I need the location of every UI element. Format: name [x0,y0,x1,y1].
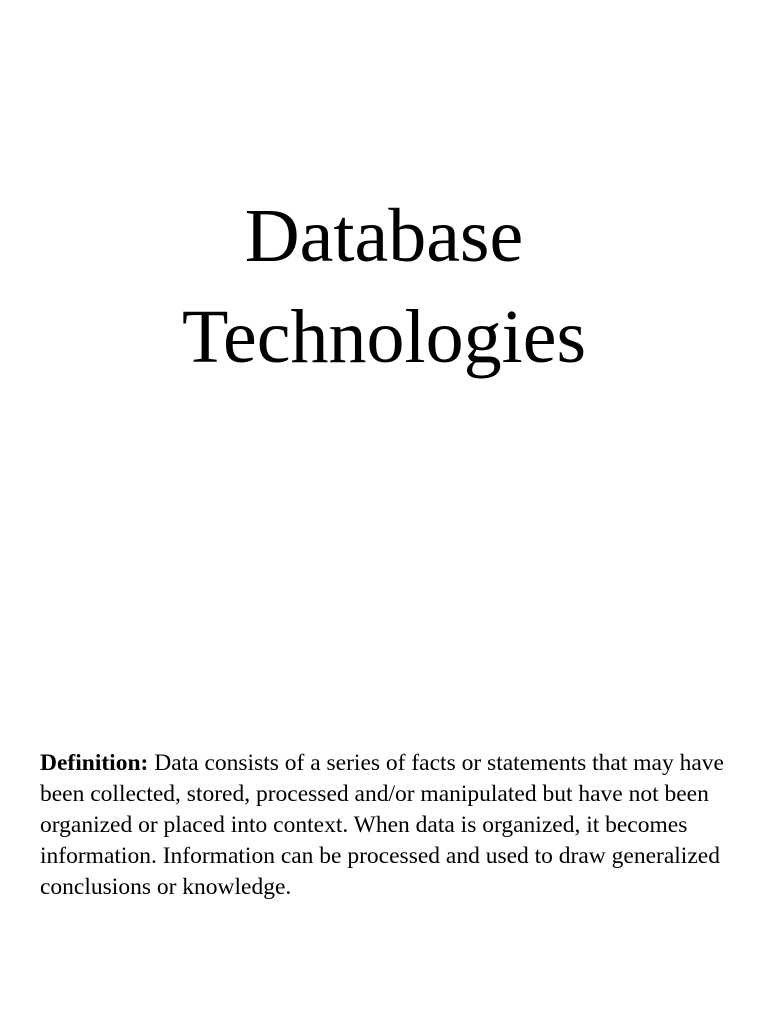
title-line-2: Technologies [181,295,587,379]
definition-term: Definition: [40,750,149,776]
page-title [0,186,768,388]
title-line-1: Database [244,194,524,278]
definition-paragraph [40,748,740,903]
definition-body: Data consists of a series of facts or statements that may have been collected, stored, processed and/or manipulated but have not been organized or placed into context. When data is organized, it becomes information. Information can be processed and used to draw generalized conclusions or knowledge. [40,750,724,900]
